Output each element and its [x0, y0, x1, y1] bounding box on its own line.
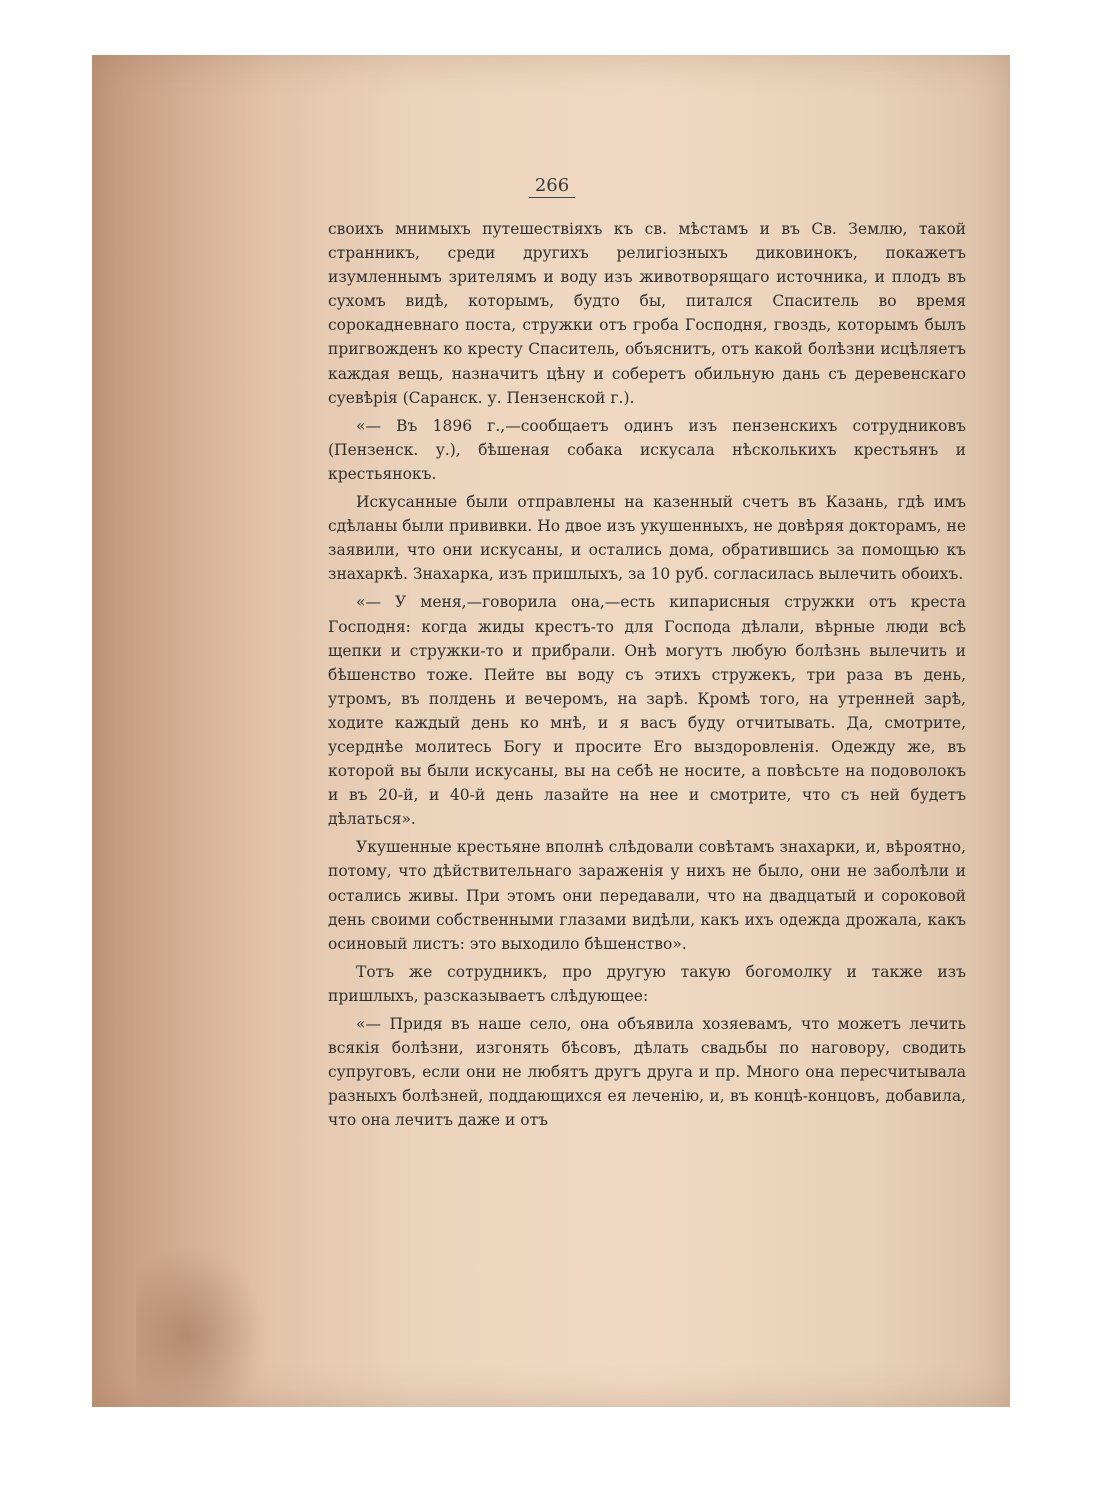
paragraph: «— Въ 1896 г.,—сообщаетъ одинъ изъ пензенскихъ сотрудниковъ (Пензенск. у.), бѣшеная собака искусала нѣсколькихъ крестьянъ и крестьянокъ. [328, 416, 966, 483]
paragraph: Тотъ же сотрудникъ, про другую такую богомолку и также изъ пришлыхъ, разсказываетъ слѣдующее: [328, 962, 966, 1005]
scanned-page [92, 55, 1010, 1407]
paragraph: «— У меня,—говорила она,—есть кипарисныя стружки отъ креста Господня: когда жиды крестъ-то для Господа дѣлали, вѣрные люди всѣ щепки и стружки-то и прибрали. Онѣ могутъ любую болѣзнь вылечить и бѣшенство тоже. Пейте вы воду съ этихъ стружекъ, три раза въ день, утромъ, въ полдень и вечеромъ, на зарѣ. Кромѣ того, на утренней зарѣ, ходите каждый день ко мнѣ, и я васъ буду отчитывать. Да, смотрите, усерднѣе молитесь Богу и просите Его выздоровленія. Одежду же, въ которой вы были искусаны, вы на себѣ не носите, а повѣсьте на подоволокъ и въ 20-й, и 40-й день лазайте на нее и смотрите, что съ ней будетъ дѣлаться». [328, 593, 966, 829]
paragraph: Укушенные крестьяне вполнѣ слѣдовали совѣтамъ знахарки, и, вѣроятно, потому, что дѣйствительнаго зараженія у нихъ не было, они не заболѣли и остались живы. При этомъ они передавали, что на двадцатый и сороковой день своими собственными глазами видѣли, какъ ихъ одежда дрожала, какъ осиновый листъ: это выходило бѣшенство». [328, 838, 966, 953]
paragraph: Искусанные были отправлены на казенный счетъ въ Казань, гдѣ имъ сдѣланы были прививки. Но двое изъ укушенныхъ, не довѣряя докторамъ, не заявили, что они искусаны, и остались дома, обратившись за помощью къ знахаркѣ. Знахарка, изъ пришлыхъ, за 10 руб. согласилась вылечить обоихъ. [328, 493, 966, 584]
paper-stain [136, 1245, 266, 1407]
page-number: 266 [529, 175, 575, 198]
page-number-header [92, 175, 1010, 198]
paragraph: «— Придя въ наше село, она объявила хозяевамъ, что можетъ лечить всякія болѣзни, изгонять бѣсовъ, дѣлать свадьбы по наговору, сводить супруговъ, если они не любятъ другъ друга и пр. Много она пересчитывала разныхъ болѣзней, поддающихся ея леченію, и, въ концѣ-концовъ, добавила, что она лечитъ даже и отъ [328, 1015, 966, 1130]
body-text [328, 217, 966, 1132]
paragraph: своихъ мнимыхъ путешествіяхъ къ св. мѣстамъ и въ Св. Землю, такой странникъ, среди другихъ религіозныхъ диковинокъ, покажетъ изумленнымъ зрителямъ и воду изъ животворящаго источника, и плодъ въ сухомъ видѣ, которымъ, будто бы, питался Спаситель во время сорокадневнаго поста, стружки отъ гроба Господня, гвоздь, которымъ былъ пригвожденъ ко кресту Спаситель, объяснитъ, отъ какой болѣзни исцѣляетъ каждая вещь, назначитъ цѣну и соберетъ обильную дань съ деревенскаго суевѣрія (Саранск. у. Пензенской г.). [328, 220, 966, 407]
